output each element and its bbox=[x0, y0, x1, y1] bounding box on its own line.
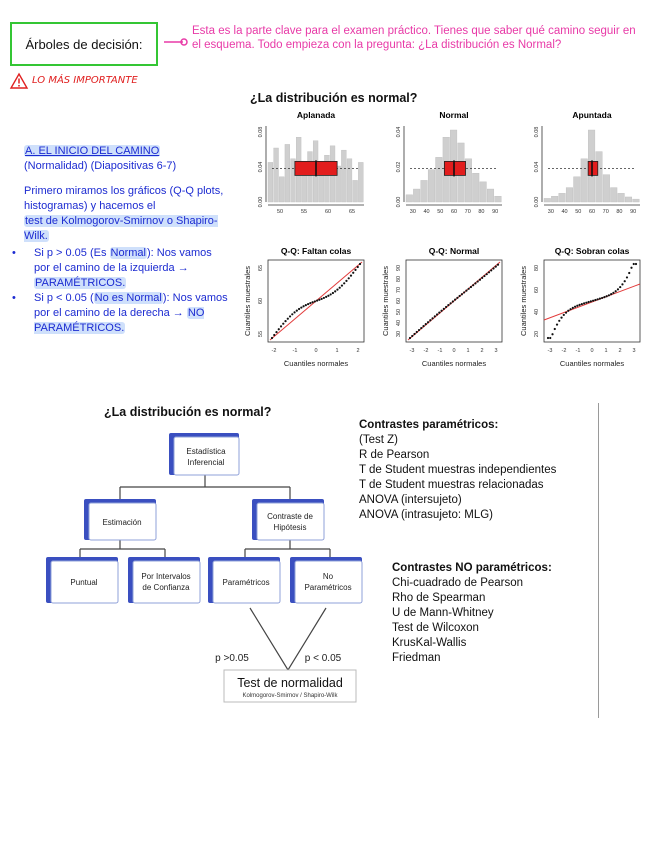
hist-bar bbox=[428, 170, 435, 202]
list-item: Chi-cuadrado de Pearson bbox=[392, 577, 524, 589]
qq-y-tick: 65 bbox=[258, 264, 264, 272]
qq-point bbox=[307, 303, 309, 305]
hist-x-tick: 60 bbox=[588, 209, 596, 215]
qq-point bbox=[275, 331, 277, 333]
qq-point bbox=[339, 287, 341, 289]
qq-reference-line bbox=[270, 262, 362, 340]
hist-bar bbox=[596, 152, 603, 202]
qq-x-label: Cuantiles normales bbox=[421, 359, 487, 368]
svg-text:Estadística: Estadística bbox=[186, 447, 226, 456]
svg-text:Por Intervalos: Por Intervalos bbox=[141, 572, 191, 581]
qq-y-tick: 60 bbox=[258, 297, 264, 305]
qq-x-tick: 3 bbox=[494, 348, 498, 354]
hist-bar bbox=[581, 159, 588, 202]
qq-point bbox=[603, 296, 605, 298]
qq-point bbox=[472, 284, 474, 286]
qq-y-tick: 80 bbox=[534, 264, 540, 272]
qq-point bbox=[588, 301, 590, 303]
node-estadistica-inferencial bbox=[169, 433, 239, 475]
hist-bar bbox=[358, 162, 363, 202]
qq-point bbox=[621, 283, 623, 285]
hist-bar bbox=[421, 180, 428, 202]
hist-title-1: Normal bbox=[439, 110, 469, 120]
hist-y-tick: 0.04 bbox=[534, 161, 540, 173]
hist-bar bbox=[413, 189, 420, 202]
p-greater-label: p >0.05 bbox=[215, 653, 249, 664]
qq-point bbox=[558, 320, 560, 322]
hist-y-tick: 0.04 bbox=[396, 126, 402, 138]
qq-point bbox=[420, 327, 422, 329]
qq-x-tick: 0 bbox=[314, 348, 318, 354]
svg-text:Puntual: Puntual bbox=[70, 578, 98, 587]
node-intervalos bbox=[128, 557, 200, 603]
qq-x-tick: -2 bbox=[423, 348, 429, 354]
qq-y-tick: 40 bbox=[534, 308, 540, 316]
qq-point bbox=[445, 306, 447, 308]
hist-bar bbox=[436, 157, 443, 202]
hist-x-tick: 50 bbox=[575, 209, 582, 215]
qq-point bbox=[282, 323, 284, 325]
hist-title-2: Apuntada bbox=[572, 110, 612, 120]
section-title: A. EL INICIO DEL CAMINO bbox=[25, 145, 160, 157]
qq-point bbox=[492, 267, 494, 269]
node-estimacion bbox=[84, 499, 156, 540]
header-note: Esta es la parte clave para el examen práctico. Tienes que saber qué camino seguir en el esquema. Todo empieza con la pregunta: ¿La distribución es Normal? bbox=[192, 25, 636, 51]
qq-point bbox=[431, 317, 433, 319]
figure-heading: ¿La distribución es normal? bbox=[250, 91, 418, 105]
node-contraste-hipotesis bbox=[252, 499, 324, 540]
tree-heading: ¿La distribución es normal? bbox=[104, 405, 272, 419]
qq-point bbox=[411, 335, 413, 337]
svg-text:Contraste de: Contraste de bbox=[267, 512, 313, 521]
qq-point bbox=[350, 274, 352, 276]
qq-y-tick: 80 bbox=[396, 275, 402, 283]
qq-reference-line bbox=[544, 284, 640, 320]
qq-point bbox=[615, 290, 617, 292]
qq-point bbox=[330, 293, 332, 295]
hist-bar bbox=[625, 197, 632, 202]
qq-point bbox=[452, 300, 454, 302]
hist-bar bbox=[559, 193, 566, 202]
qq-point bbox=[474, 282, 476, 284]
qq-y-tick: 50 bbox=[396, 308, 402, 316]
qq-point bbox=[567, 310, 569, 312]
qq-x-tick: 0 bbox=[590, 348, 594, 354]
qq-point bbox=[626, 276, 628, 278]
qq-point bbox=[560, 317, 562, 319]
qq-point bbox=[597, 298, 599, 300]
qq-x-tick: -3 bbox=[547, 348, 553, 354]
qq-point bbox=[302, 305, 304, 307]
distribution-figure bbox=[236, 108, 644, 376]
qq-point bbox=[490, 269, 492, 271]
qq-point bbox=[583, 302, 585, 304]
qq-point bbox=[585, 302, 587, 304]
qq-point bbox=[581, 303, 583, 305]
qq-y-tick: 70 bbox=[396, 286, 402, 294]
hist-bar bbox=[574, 177, 581, 202]
intro-text: Primero miramos los gráficos (Q-Q plots, histogramas) y hacemos el bbox=[24, 185, 224, 212]
qq-point bbox=[314, 300, 316, 302]
qq-point bbox=[434, 315, 436, 317]
qq-point bbox=[447, 304, 449, 306]
list-item: KrusKal-Wallis bbox=[392, 637, 467, 649]
hist-bar bbox=[495, 196, 502, 202]
hist-bar bbox=[353, 180, 358, 202]
qq-point bbox=[305, 304, 307, 306]
qq-x-label: Cuantiles normales bbox=[559, 359, 625, 368]
svg-text:Estimación: Estimación bbox=[102, 518, 142, 527]
list-item: T de Student muestras relacionadas bbox=[359, 479, 544, 491]
qq-point bbox=[343, 282, 345, 284]
bullet-normal: • Si p > 0.05 (Es Normal): Nos vamos por el camino de la izquierda → PARAMÉTRICOS. bbox=[0, 246, 229, 291]
qq-point bbox=[612, 292, 614, 294]
qq-x-tick: 3 bbox=[632, 348, 636, 354]
qq-point bbox=[481, 277, 483, 279]
hist-y-tick: 0.08 bbox=[534, 126, 540, 138]
svg-text:No: No bbox=[322, 572, 334, 581]
qq-y-label: Cuantiles muestrales bbox=[381, 265, 390, 337]
qq-point bbox=[456, 297, 458, 299]
qq-point bbox=[624, 280, 626, 282]
qq-point bbox=[341, 284, 343, 286]
qq-point bbox=[470, 286, 472, 288]
qq-point bbox=[619, 286, 621, 288]
qq-point bbox=[633, 263, 635, 265]
qq-x-tick: 2 bbox=[480, 348, 484, 354]
qq-point bbox=[291, 313, 293, 315]
list-item: (Test Z) bbox=[359, 434, 398, 446]
qq-point bbox=[316, 299, 318, 301]
intro-test-highlight: test de Kolmogorov-Smirnov o Shapiro-Wilk. bbox=[24, 215, 218, 242]
svg-text:Hipótesis: Hipótesis bbox=[273, 523, 307, 532]
hist-x-tick: 90 bbox=[492, 209, 499, 215]
qq-point bbox=[284, 320, 286, 322]
svg-text:de Confianza: de Confianza bbox=[142, 583, 190, 592]
qq-point bbox=[635, 263, 637, 265]
qq-x-tick: 1 bbox=[604, 348, 608, 354]
hist-x-tick: 50 bbox=[276, 209, 284, 215]
qq-x-tick: -3 bbox=[409, 348, 415, 354]
qq-point bbox=[549, 337, 551, 339]
box-plot bbox=[444, 161, 465, 175]
svg-text:Paramétricos: Paramétricos bbox=[304, 583, 352, 592]
page-title: Árboles de decisión: bbox=[25, 36, 143, 52]
qq-point bbox=[357, 266, 359, 268]
warning-icon bbox=[9, 72, 29, 90]
qq-point bbox=[348, 277, 350, 279]
qq-point bbox=[334, 290, 336, 292]
hist-bar bbox=[633, 199, 640, 202]
qq-point bbox=[606, 295, 608, 297]
title-box bbox=[10, 22, 158, 66]
qq-point bbox=[300, 306, 302, 308]
test-normalidad-subtitle: Kolmogorov-Smirnov / Shapiro-Wilk bbox=[242, 693, 338, 699]
hist-x-tick: 50 bbox=[437, 209, 444, 215]
qq-point bbox=[454, 299, 456, 301]
qq-point bbox=[418, 329, 420, 331]
hist-y-tick: 0.00 bbox=[396, 196, 402, 208]
qq-point bbox=[318, 299, 320, 301]
hist-bar bbox=[544, 198, 551, 202]
qq-y-label: Cuantiles muestrales bbox=[519, 265, 528, 337]
qq-point bbox=[440, 310, 442, 312]
qq-x-label: Cuantiles normales bbox=[283, 359, 349, 368]
hist-bar bbox=[618, 193, 625, 202]
hist-y-tick: 0.04 bbox=[258, 161, 264, 173]
qq-point bbox=[461, 293, 463, 295]
qq-x-tick: 2 bbox=[356, 348, 360, 354]
qq-x-tick: -2 bbox=[561, 348, 567, 354]
qq-point bbox=[563, 314, 565, 316]
list-item: R de Pearson bbox=[359, 449, 430, 461]
hist-x-tick: 65 bbox=[348, 209, 356, 215]
list-item: U de Mann-Whitney bbox=[392, 607, 494, 619]
hist-bar bbox=[487, 189, 494, 202]
qq-point bbox=[590, 300, 592, 302]
qq-y-tick: 55 bbox=[258, 330, 264, 338]
qq-point bbox=[497, 264, 499, 266]
qq-point bbox=[422, 325, 424, 327]
parametric-header: Contrastes paramétricos: bbox=[359, 419, 499, 431]
nonparametric-header: Contrastes NO paramétricos: bbox=[392, 562, 552, 574]
list-item: ANOVA (intrasujeto: MLG) bbox=[359, 509, 493, 521]
qq-point bbox=[569, 308, 571, 310]
node-puntual bbox=[46, 557, 118, 603]
hist-x-tick: 55 bbox=[300, 209, 308, 215]
nonparametric-list bbox=[392, 561, 592, 666]
parametric-list bbox=[359, 418, 599, 523]
qq-point bbox=[293, 311, 295, 313]
hist-bar bbox=[566, 188, 573, 202]
qq-point bbox=[312, 301, 314, 303]
qq-x-tick: 1 bbox=[466, 348, 470, 354]
hist-bar bbox=[465, 159, 472, 202]
qq-point bbox=[443, 308, 445, 310]
hist-bar bbox=[551, 196, 558, 202]
qq-point bbox=[409, 337, 411, 339]
hist-y-tick: 0.02 bbox=[396, 161, 402, 173]
qq-point bbox=[576, 305, 578, 307]
qq-frame bbox=[544, 260, 640, 342]
arrow-right-icon bbox=[163, 36, 189, 48]
qq-point bbox=[321, 298, 323, 300]
qq-title-2: Q-Q: Sobran colas bbox=[554, 246, 630, 256]
hist-y-tick: 0.00 bbox=[258, 196, 264, 208]
list-item: Test de Wilcoxon bbox=[392, 622, 479, 634]
qq-point bbox=[278, 328, 280, 330]
hist-bar bbox=[406, 195, 413, 202]
node-parametricos bbox=[208, 557, 280, 603]
qq-title-1: Q-Q: Normal bbox=[428, 246, 480, 256]
qq-point bbox=[298, 308, 300, 310]
box-plot bbox=[588, 161, 598, 175]
qq-point bbox=[556, 323, 558, 325]
qq-point bbox=[332, 292, 334, 294]
hist-x-tick: 80 bbox=[478, 209, 485, 215]
qq-x-tick: 0 bbox=[452, 348, 456, 354]
qq-point bbox=[610, 293, 612, 295]
qq-point bbox=[352, 272, 354, 274]
qq-point bbox=[486, 273, 488, 275]
qq-point bbox=[413, 333, 415, 335]
qq-y-tick: 60 bbox=[396, 297, 402, 305]
qq-point bbox=[459, 295, 461, 297]
qq-point bbox=[547, 337, 549, 339]
hist-x-tick: 60 bbox=[324, 209, 332, 215]
list-item: ANOVA (intersujeto) bbox=[359, 494, 462, 506]
qq-point bbox=[359, 263, 361, 265]
hist-bar bbox=[472, 173, 479, 202]
qq-point bbox=[287, 318, 289, 320]
qq-point bbox=[296, 310, 298, 312]
qq-point bbox=[436, 313, 438, 315]
qq-point bbox=[551, 333, 553, 335]
decision-tree bbox=[40, 425, 370, 705]
qq-y-tick: 30 bbox=[396, 330, 402, 338]
hist-x-tick: 40 bbox=[561, 209, 568, 215]
qq-y-tick: 20 bbox=[534, 330, 540, 338]
qq-point bbox=[289, 315, 291, 317]
qq-point bbox=[608, 294, 610, 296]
bullet-not-normal: • Si p < 0.05 (No es Normal): Nos vamos por el camino de la derecha → NO PARAMÉTRICOS. bbox=[0, 291, 229, 336]
qq-x-tick: -1 bbox=[437, 348, 443, 354]
qq-point bbox=[465, 290, 467, 292]
hist-y-tick: 0.00 bbox=[534, 196, 540, 208]
qq-point bbox=[336, 289, 338, 291]
hist-x-tick: 30 bbox=[409, 209, 416, 215]
hist-bar bbox=[603, 175, 610, 202]
qq-point bbox=[594, 299, 596, 301]
qq-y-tick: 90 bbox=[396, 264, 402, 272]
qq-point bbox=[468, 288, 470, 290]
qq-point bbox=[327, 295, 329, 297]
vertical-divider bbox=[598, 403, 599, 718]
hist-x-tick: 60 bbox=[450, 209, 458, 215]
qq-point bbox=[488, 271, 490, 273]
svg-text:Paramétricos: Paramétricos bbox=[222, 578, 270, 587]
qq-point bbox=[271, 337, 273, 339]
hist-bar bbox=[480, 182, 487, 202]
qq-point bbox=[554, 328, 556, 330]
qq-point bbox=[495, 266, 497, 268]
hist-x-tick: 30 bbox=[547, 209, 554, 215]
qq-point bbox=[483, 275, 485, 277]
hist-bar bbox=[610, 188, 617, 202]
hist-bar bbox=[274, 148, 279, 202]
qq-point bbox=[438, 311, 440, 313]
qq-point bbox=[323, 297, 325, 299]
qq-y-label: Cuantiles muestrales bbox=[243, 265, 252, 337]
qq-point bbox=[617, 288, 619, 290]
qq-point bbox=[345, 280, 347, 282]
qq-point bbox=[416, 331, 418, 333]
hist-title-0: Aplanada bbox=[296, 110, 336, 120]
qq-x-tick: -1 bbox=[575, 348, 581, 354]
list-item: Friedman bbox=[392, 652, 441, 664]
hist-y-tick: 0.08 bbox=[258, 126, 264, 138]
hist-x-tick: 40 bbox=[423, 209, 430, 215]
qq-point bbox=[425, 323, 427, 325]
qq-point bbox=[479, 279, 481, 281]
qq-point bbox=[309, 302, 311, 304]
hist-x-tick: 90 bbox=[630, 209, 637, 215]
hist-x-tick: 70 bbox=[464, 209, 471, 215]
qq-point bbox=[592, 300, 594, 302]
qq-point bbox=[273, 334, 275, 336]
qq-point bbox=[325, 296, 327, 298]
p-less-label: p < 0.05 bbox=[304, 653, 342, 664]
qq-point bbox=[450, 302, 452, 304]
qq-point bbox=[565, 312, 567, 314]
hist-bar bbox=[347, 159, 352, 202]
list-item: Rho de Spearman bbox=[392, 592, 486, 604]
qq-point bbox=[354, 269, 356, 271]
hist-bar bbox=[308, 152, 313, 202]
test-normalidad-title: Test de normalidad bbox=[237, 676, 343, 690]
qq-point bbox=[572, 307, 574, 309]
important-note: LO MÁS IMPORTANTE bbox=[32, 75, 138, 86]
qq-x-tick: -2 bbox=[271, 348, 277, 354]
qq-title-0: Q-Q: Faltan colas bbox=[280, 246, 352, 256]
qq-point bbox=[280, 325, 282, 327]
qq-point bbox=[630, 267, 632, 269]
qq-x-tick: 2 bbox=[618, 348, 622, 354]
qq-point bbox=[574, 306, 576, 308]
section-subtitle: (Normalidad) (Diapositivas 6-7) bbox=[24, 160, 177, 172]
hist-x-tick: 70 bbox=[602, 209, 609, 215]
hist-bar bbox=[341, 150, 346, 202]
qq-point bbox=[429, 319, 431, 321]
hist-bar bbox=[285, 144, 290, 202]
svg-text:Inferencial: Inferencial bbox=[187, 458, 225, 467]
hist-x-tick: 80 bbox=[616, 209, 623, 215]
qq-point bbox=[427, 321, 429, 323]
qq-y-tick: 40 bbox=[396, 319, 402, 327]
hist-bar bbox=[279, 177, 284, 202]
list-item: T de Student muestras independientes bbox=[359, 464, 557, 476]
left-notes bbox=[24, 144, 229, 336]
qq-point bbox=[601, 297, 603, 299]
qq-y-tick: 60 bbox=[534, 286, 540, 294]
qq-point bbox=[628, 272, 630, 274]
qq-point bbox=[477, 280, 479, 282]
qq-point bbox=[463, 291, 465, 293]
qq-x-tick: -1 bbox=[292, 348, 298, 354]
qq-point bbox=[599, 298, 601, 300]
qq-point bbox=[578, 304, 580, 306]
node-no-parametricos bbox=[290, 557, 362, 603]
qq-x-tick: 1 bbox=[335, 348, 339, 354]
